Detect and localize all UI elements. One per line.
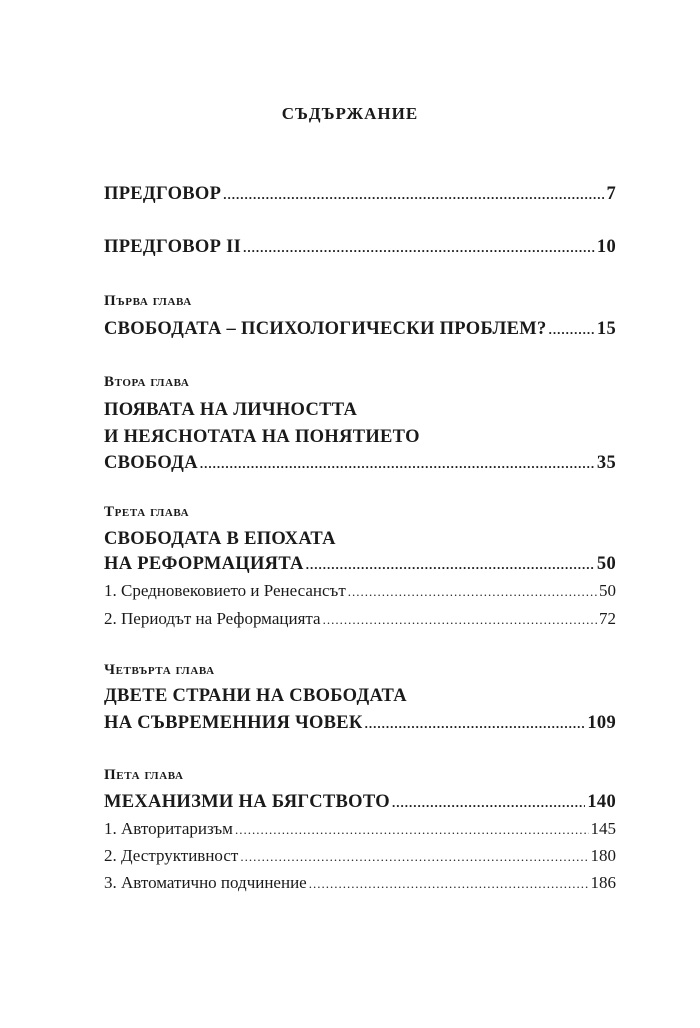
toc-page-number: 186 <box>590 873 616 892</box>
dot-leader <box>365 713 586 734</box>
toc-entry-title: ПРЕДГОВОР II <box>104 237 242 257</box>
toc-entry-title-line: И НЕЯСНОТАТА НА ПОНЯТИЕТО <box>104 427 420 447</box>
toc-section-title: 1. Средновековието и Ренесансът <box>104 581 346 600</box>
toc-entry-title: НА РЕФОРМАЦИЯТА <box>104 554 304 574</box>
toc-entry-title: МЕХАНИЗМИ НА БЯГСТВОТО <box>104 792 390 812</box>
toc-entry-chapter-1[interactable] <box>104 319 616 340</box>
chapter-label: Пета глава <box>104 767 184 783</box>
toc-entry-chapter-5[interactable] <box>104 792 616 813</box>
toc-entry-chapter-2[interactable] <box>104 453 616 474</box>
toc-entry-title-line: ДВЕТЕ СТРАНИ НА СВОБОДАТА <box>104 686 407 706</box>
dot-leader <box>235 819 589 839</box>
toc-section-5-3[interactable] <box>104 873 616 893</box>
dot-leader <box>243 237 595 258</box>
toc-entry-chapter-3[interactable] <box>104 554 616 575</box>
toc-section-title: 1. Авторитаризъм <box>104 819 233 838</box>
toc-entry-title-line: ПОЯВАТА НА ЛИЧНОСТТА <box>104 400 358 420</box>
toc-entry-title: СВОБОДА <box>104 453 198 473</box>
toc-section-3-2[interactable] <box>104 609 616 629</box>
toc-entry-title: ПРЕДГОВОР <box>104 184 222 204</box>
toc-page-number: 109 <box>587 713 616 733</box>
dot-leader <box>223 184 604 205</box>
dot-leader <box>240 846 588 866</box>
toc-entry-foreword-2[interactable] <box>104 237 616 258</box>
toc-entry-title: СВОБОДАТА – ПСИХОЛОГИЧЕСКИ ПРОБЛЕМ? <box>104 319 547 339</box>
toc-page-number: 7 <box>606 184 616 204</box>
dot-leader <box>348 581 597 601</box>
toc-page-number: 72 <box>599 609 616 628</box>
chapter-label: Трета глава <box>104 504 190 520</box>
dot-leader <box>306 554 595 575</box>
toc-entry-title-line: СВОБОДАТА В ЕПОХАТА <box>104 529 336 549</box>
toc-section-3-1[interactable] <box>104 581 616 601</box>
dot-leader <box>392 792 585 813</box>
toc-section-title: 2. Периодът на Реформацията <box>104 609 321 628</box>
toc-page-number: 180 <box>590 846 616 865</box>
toc-entry-chapter-4[interactable] <box>104 713 616 734</box>
dot-leader <box>323 609 597 629</box>
toc-entry-title: НА СЪВРЕМЕННИЯ ЧОВЕК <box>104 713 363 733</box>
toc-page-number: 15 <box>596 319 616 339</box>
toc-page-number: 50 <box>599 581 616 600</box>
toc-page-number: 10 <box>596 237 616 257</box>
dot-leader <box>200 453 595 474</box>
chapter-label: Четвърта глава <box>104 662 215 678</box>
toc-section-title: 3. Автоматично подчинение <box>104 873 307 892</box>
toc-page-number: 35 <box>596 453 616 473</box>
toc-page-number: 145 <box>590 819 616 838</box>
chapter-label: Първа глава <box>104 293 192 309</box>
toc-section-5-1[interactable] <box>104 819 616 839</box>
toc-section-5-2[interactable] <box>104 846 616 866</box>
toc-page-number: 50 <box>596 554 616 574</box>
dot-leader <box>549 319 595 340</box>
chapter-label: Втора глава <box>104 374 190 390</box>
toc-page-number: 140 <box>587 792 616 812</box>
toc-section-title: 2. Деструктивност <box>104 846 239 865</box>
page-title: СЪДЪРЖАНИЕ <box>281 104 419 123</box>
dot-leader <box>309 873 589 893</box>
toc-entry-foreword[interactable] <box>104 184 616 205</box>
